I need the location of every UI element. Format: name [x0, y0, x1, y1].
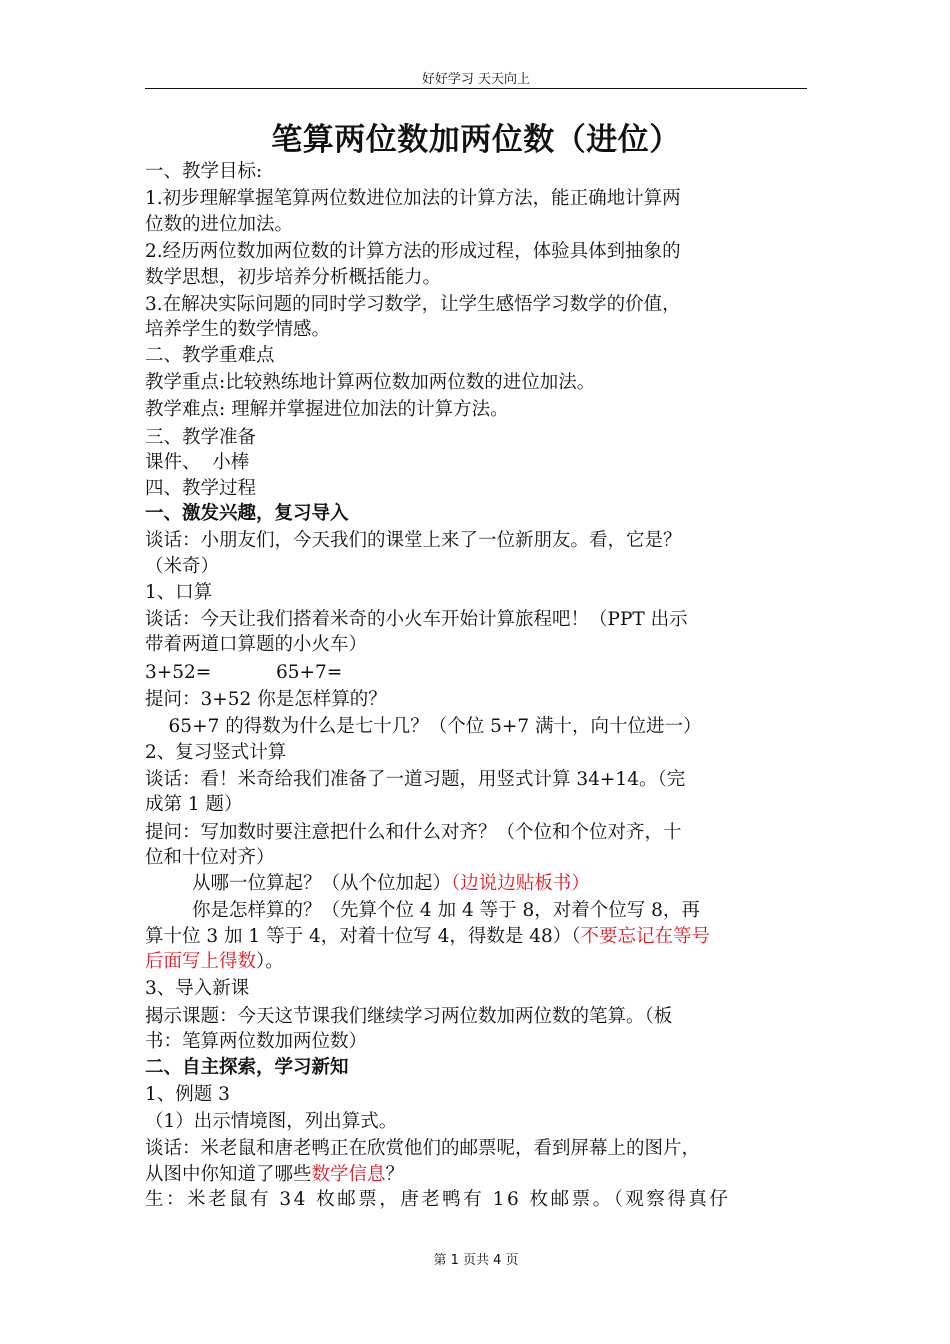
paragraph-line — [145, 949, 807, 975]
red-emphasis: 数学信息 — [311, 1163, 386, 1185]
paragraph-line — [145, 1162, 807, 1188]
page-header: 好好学习 天天向上 — [421, 72, 531, 87]
paragraph-line: 生：米老鼠有 34 枚邮票，唐老鸭有 16 枚邮票。（观察得真仔 — [145, 1189, 731, 1211]
arithmetic-line: 3+52= 65+7= — [145, 661, 343, 683]
page-footer: 第 1 页共 4 页 — [433, 1253, 519, 1268]
paragraph-line: 你是怎样算的？（先算个位 4 加 4 等于 8，对着个位写 8，再 — [145, 899, 700, 921]
subsection-heading: 2、复习竖式计算 — [145, 741, 287, 763]
document-body — [145, 159, 807, 1213]
section-heading: 一、教学目标: — [145, 161, 263, 182]
paragraph-line: 数学思想，初步培养分析概括能力。 — [145, 266, 442, 288]
paragraph-line: 揭示课题：今天这节课我们继续学习两位数加两位数的笔算。（板 — [145, 1005, 673, 1027]
text-run: ？ — [385, 1163, 405, 1185]
bold-section-heading: 二、自主探索，学习新知 — [145, 1056, 349, 1078]
paragraph-line: 书：笔算两位数加两位数） — [145, 1031, 368, 1053]
paragraph-line: 位和十位对齐） — [145, 847, 275, 869]
red-emphasis: 不要忘记在等号 — [580, 925, 711, 947]
paragraph-line: （米奇） — [145, 556, 220, 578]
paragraph-line: 2.经历两位数加两位数的计算方法的形成过程，体验具体到抽象的 — [145, 240, 681, 262]
bold-section-heading: 一、激发兴趣，复习导入 — [145, 503, 349, 525]
paragraph-line: 课件、 小棒 — [145, 452, 250, 474]
subsection-heading: 3、导入新课 — [145, 978, 250, 1000]
paragraph-line — [145, 871, 807, 897]
subsection-heading: 1、口算 — [145, 581, 213, 603]
text-run: 从哪一位算起？（从个位加起） — [145, 872, 452, 894]
paragraph-line: 教学难点: 理解并掌握进位加法的计算方法。 — [145, 399, 509, 421]
paragraph-line: 65+7 的得数为什么是七十几？（个位 5+7 满十，向十位进一） — [145, 716, 702, 737]
section-heading: 四、教学过程 — [145, 477, 257, 499]
paragraph-line: 教学重点:比较熟练地计算两位数加两位数的进位加法。 — [145, 372, 596, 394]
paragraph-line: 3.在解决实际问题的同时学习数学，让学生感悟学习数学的价值， — [145, 293, 681, 315]
red-emphasis: 后面写上得数 — [145, 951, 257, 973]
document-title: 笔算两位数加两位数（进位） — [271, 122, 681, 158]
paragraph-line: 带着两道口算题的小火车） — [145, 634, 368, 656]
paragraph-line: 提问：写加数时要注意把什么和什么对齐？（个位和个位对齐，十 — [145, 821, 682, 843]
text-run: 从图中你知道了哪些 — [145, 1163, 312, 1185]
text-run: ）。 — [256, 951, 284, 973]
paragraph-line: 提问：3+52 你是怎样算的？ — [145, 688, 387, 710]
header-divider — [145, 88, 807, 89]
paragraph-line: 谈话：看！米奇给我们准备了一道习题，用竖式计算 34+14。（完 — [145, 768, 686, 790]
paragraph-line: 成第 1 题） — [145, 794, 243, 816]
subsection-heading: 1、例题 3 — [145, 1083, 230, 1105]
paragraph-line: 谈话：米老鼠和唐老鸭正在欣赏他们的邮票呢，看到屏幕上的图片， — [145, 1138, 701, 1160]
paragraph-line: 谈话：今天让我们搭着米奇的小火车开始计算旅程吧！（PPT 出示 — [145, 608, 688, 630]
red-emphasis: （边说边贴板书） — [451, 872, 590, 894]
paragraph-line: （1）出示情境图，列出算式。 — [145, 1111, 398, 1133]
section-heading: 二、教学重难点 — [145, 344, 275, 366]
section-heading: 三、教学准备 — [145, 426, 257, 448]
paragraph-line: 谈话：小朋友们，今天我们的课堂上来了一位新朋友。看，它是？ — [145, 530, 682, 552]
paragraph-line — [145, 924, 807, 950]
paragraph-line: 培养学生的数学情感。 — [145, 319, 331, 341]
paragraph-line: 1.初步理解掌握笔算两位数进位加法的计算方法，能正确地计算两 — [145, 188, 681, 210]
paragraph-line: 位数的进位加法。 — [145, 213, 294, 235]
text-run: 算十位 3 加 1 等于 4，对着十位写 4，得数是 48）（ — [145, 925, 581, 947]
